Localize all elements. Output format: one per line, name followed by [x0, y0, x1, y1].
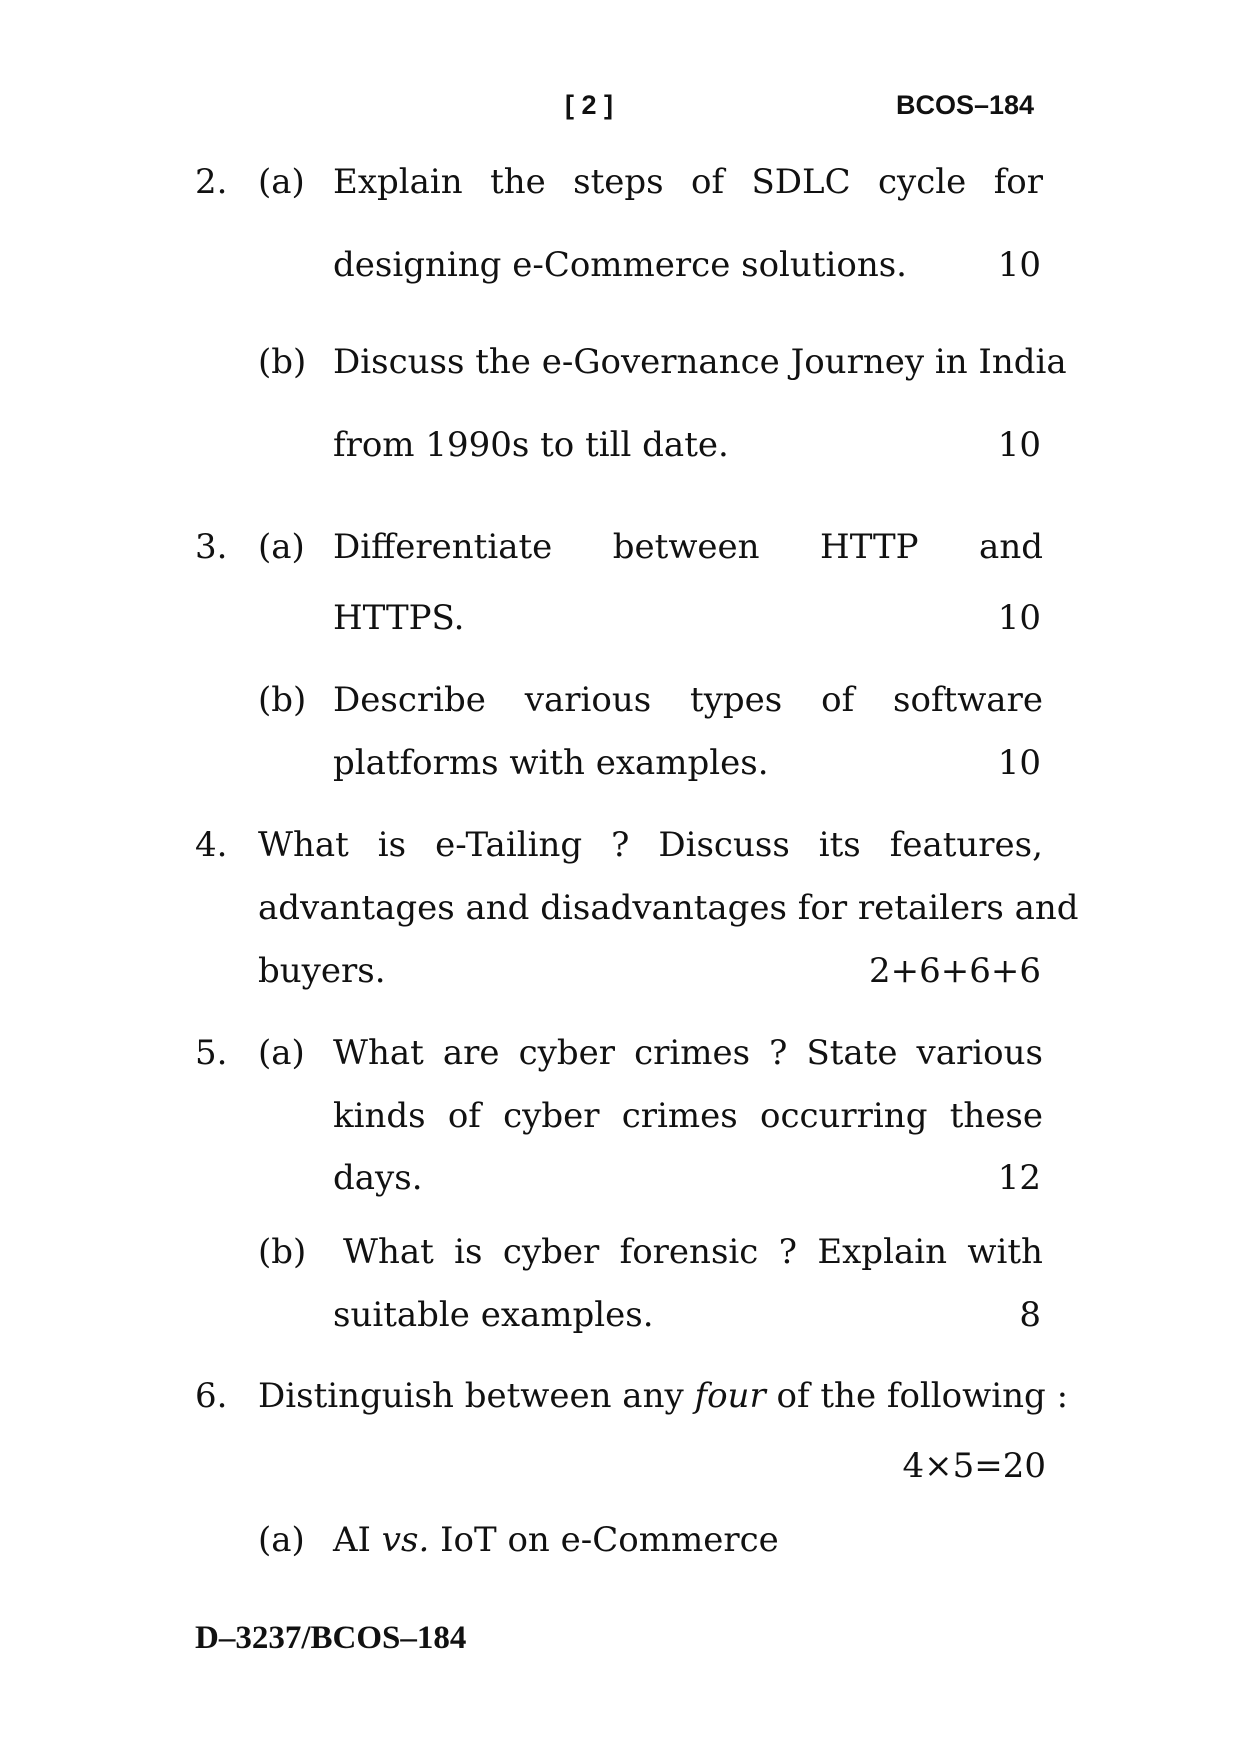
- q5a-line2: kinds of cyber crimes occurring these: [333, 1096, 1043, 1136]
- q2a-line1: Explain the steps of SDLC cycle for: [333, 162, 1043, 202]
- course-code: BCOS–184: [896, 90, 1035, 120]
- question-number: 3.: [195, 527, 228, 567]
- part-label: (b): [258, 1232, 307, 1272]
- question-number: 2.: [195, 162, 228, 202]
- q4-line2: advantages and disadvantages for retailers and: [258, 888, 1079, 928]
- marks: 8: [1019, 1295, 1041, 1335]
- q4-line1: What is e-Tailing ? Discuss its features,: [258, 825, 1043, 865]
- marks: 10: [997, 743, 1041, 783]
- marks: 10: [997, 245, 1041, 285]
- part-label: (a): [258, 1520, 305, 1560]
- marks: 12: [997, 1158, 1041, 1198]
- page-number: [ 2 ]: [565, 90, 614, 120]
- q6a-line1: AI vs. IoT on e-Commerce: [333, 1520, 779, 1560]
- question-number: 6.: [195, 1376, 228, 1416]
- q2b-line1: Discuss the e-Governance Journey in India: [333, 342, 1067, 382]
- part-label: (a): [258, 527, 305, 567]
- marks: 10: [997, 598, 1041, 638]
- marks: 4×5=20: [902, 1446, 1046, 1486]
- q4-line3: buyers.: [258, 951, 386, 991]
- q3a-line1: Differentiate between HTTP and: [333, 527, 1043, 567]
- q3b-line1: Describe various types of software: [333, 680, 1043, 720]
- q6-line1: Distinguish between any four of the following :: [258, 1376, 1069, 1416]
- q2a-line2: designing e-Commerce solutions.: [333, 245, 907, 285]
- marks: 2+6+6+6: [869, 951, 1041, 991]
- q2b-line2: from 1990s to till date.: [333, 425, 729, 465]
- q3a-line2: HTTPS.: [333, 598, 465, 638]
- q5a-line3: days.: [333, 1158, 423, 1198]
- footer-code: D–3237/BCOS–184: [195, 1620, 467, 1656]
- part-label: (a): [258, 1033, 305, 1073]
- part-label: (b): [258, 342, 307, 382]
- q5a-line1: What are cyber crimes ? State various: [333, 1033, 1043, 1073]
- q5b-line2: suitable examples.: [333, 1295, 654, 1335]
- question-number: 5.: [195, 1033, 228, 1073]
- marks: 10: [997, 425, 1041, 465]
- q5b-line1: What is cyber forensic ? Explain with: [343, 1232, 1043, 1272]
- part-label: (b): [258, 680, 307, 720]
- question-number: 4.: [195, 825, 228, 865]
- part-label: (a): [258, 162, 305, 202]
- q3b-line2: platforms with examples.: [333, 743, 769, 783]
